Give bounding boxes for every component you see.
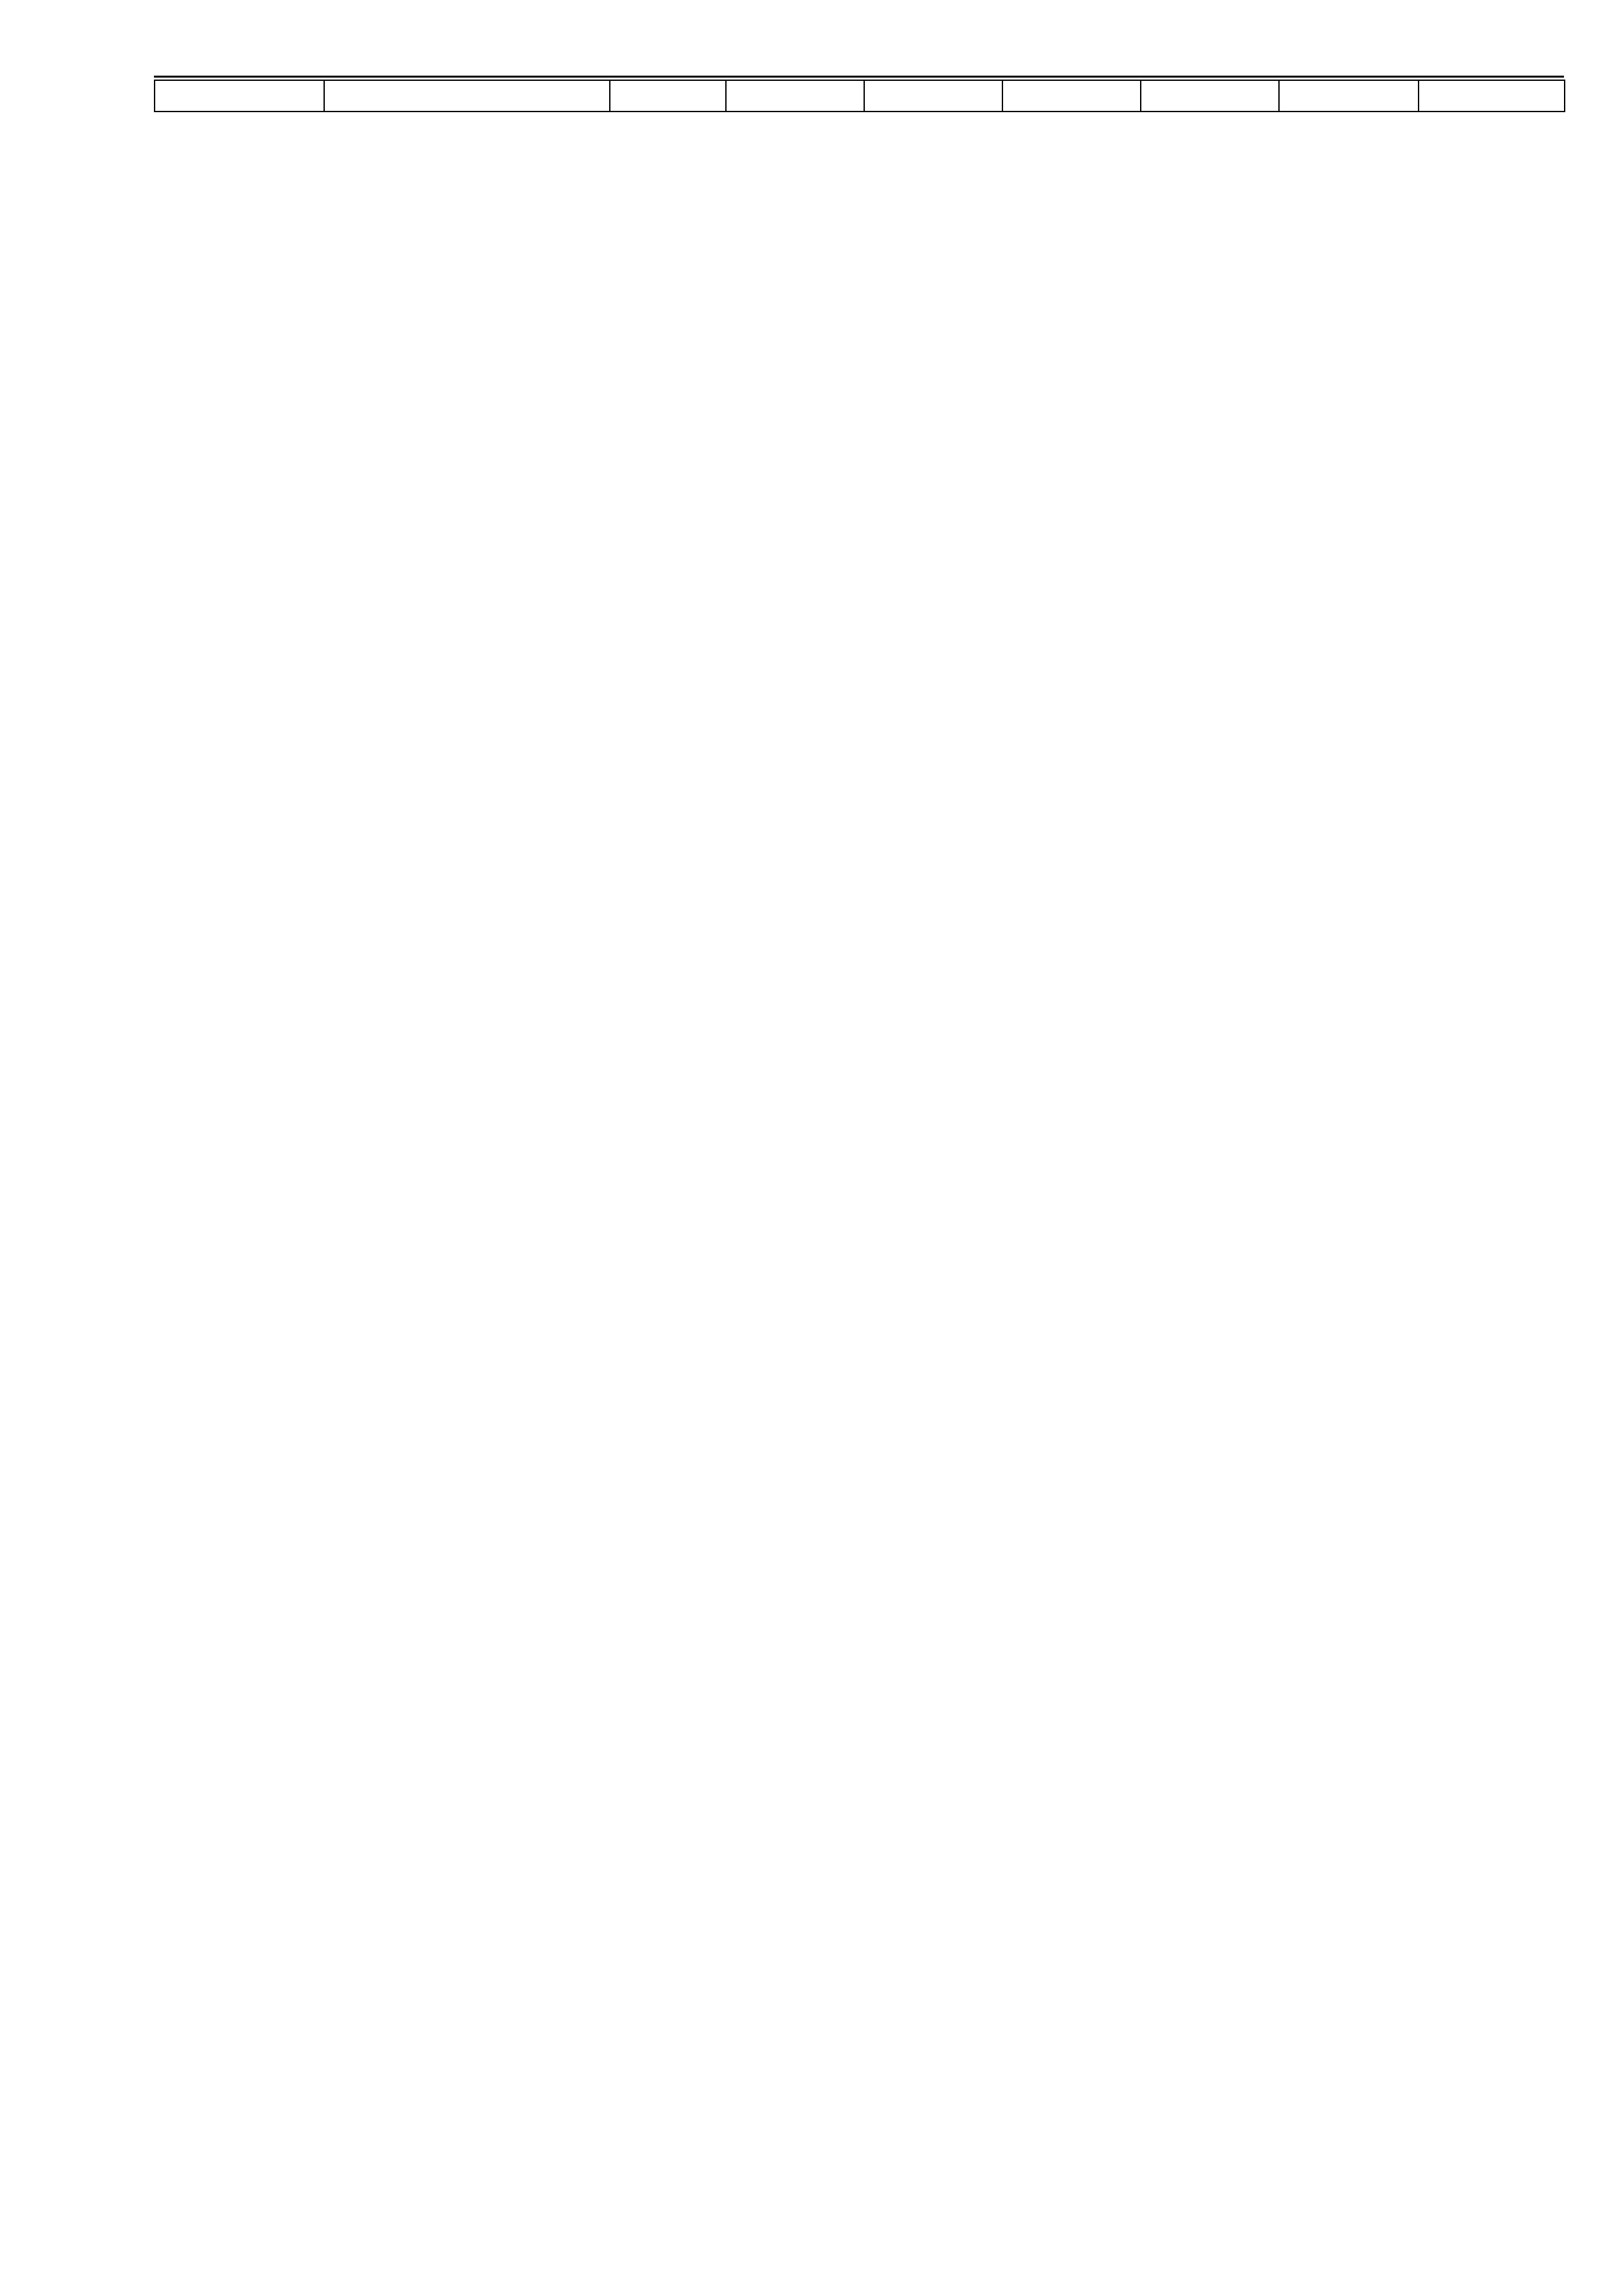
column-number	[1002, 80, 1141, 112]
column-number	[324, 80, 610, 112]
column-number	[610, 80, 726, 112]
column-number	[1141, 80, 1279, 112]
column-number	[1279, 80, 1419, 112]
table-body	[155, 80, 1565, 112]
header-rule	[154, 76, 1564, 78]
column-number-row	[155, 80, 1565, 112]
column-number	[1419, 80, 1565, 112]
column-number	[864, 80, 1002, 112]
column-number	[155, 80, 324, 112]
column-number	[726, 80, 864, 112]
rates-table	[154, 80, 1565, 112]
